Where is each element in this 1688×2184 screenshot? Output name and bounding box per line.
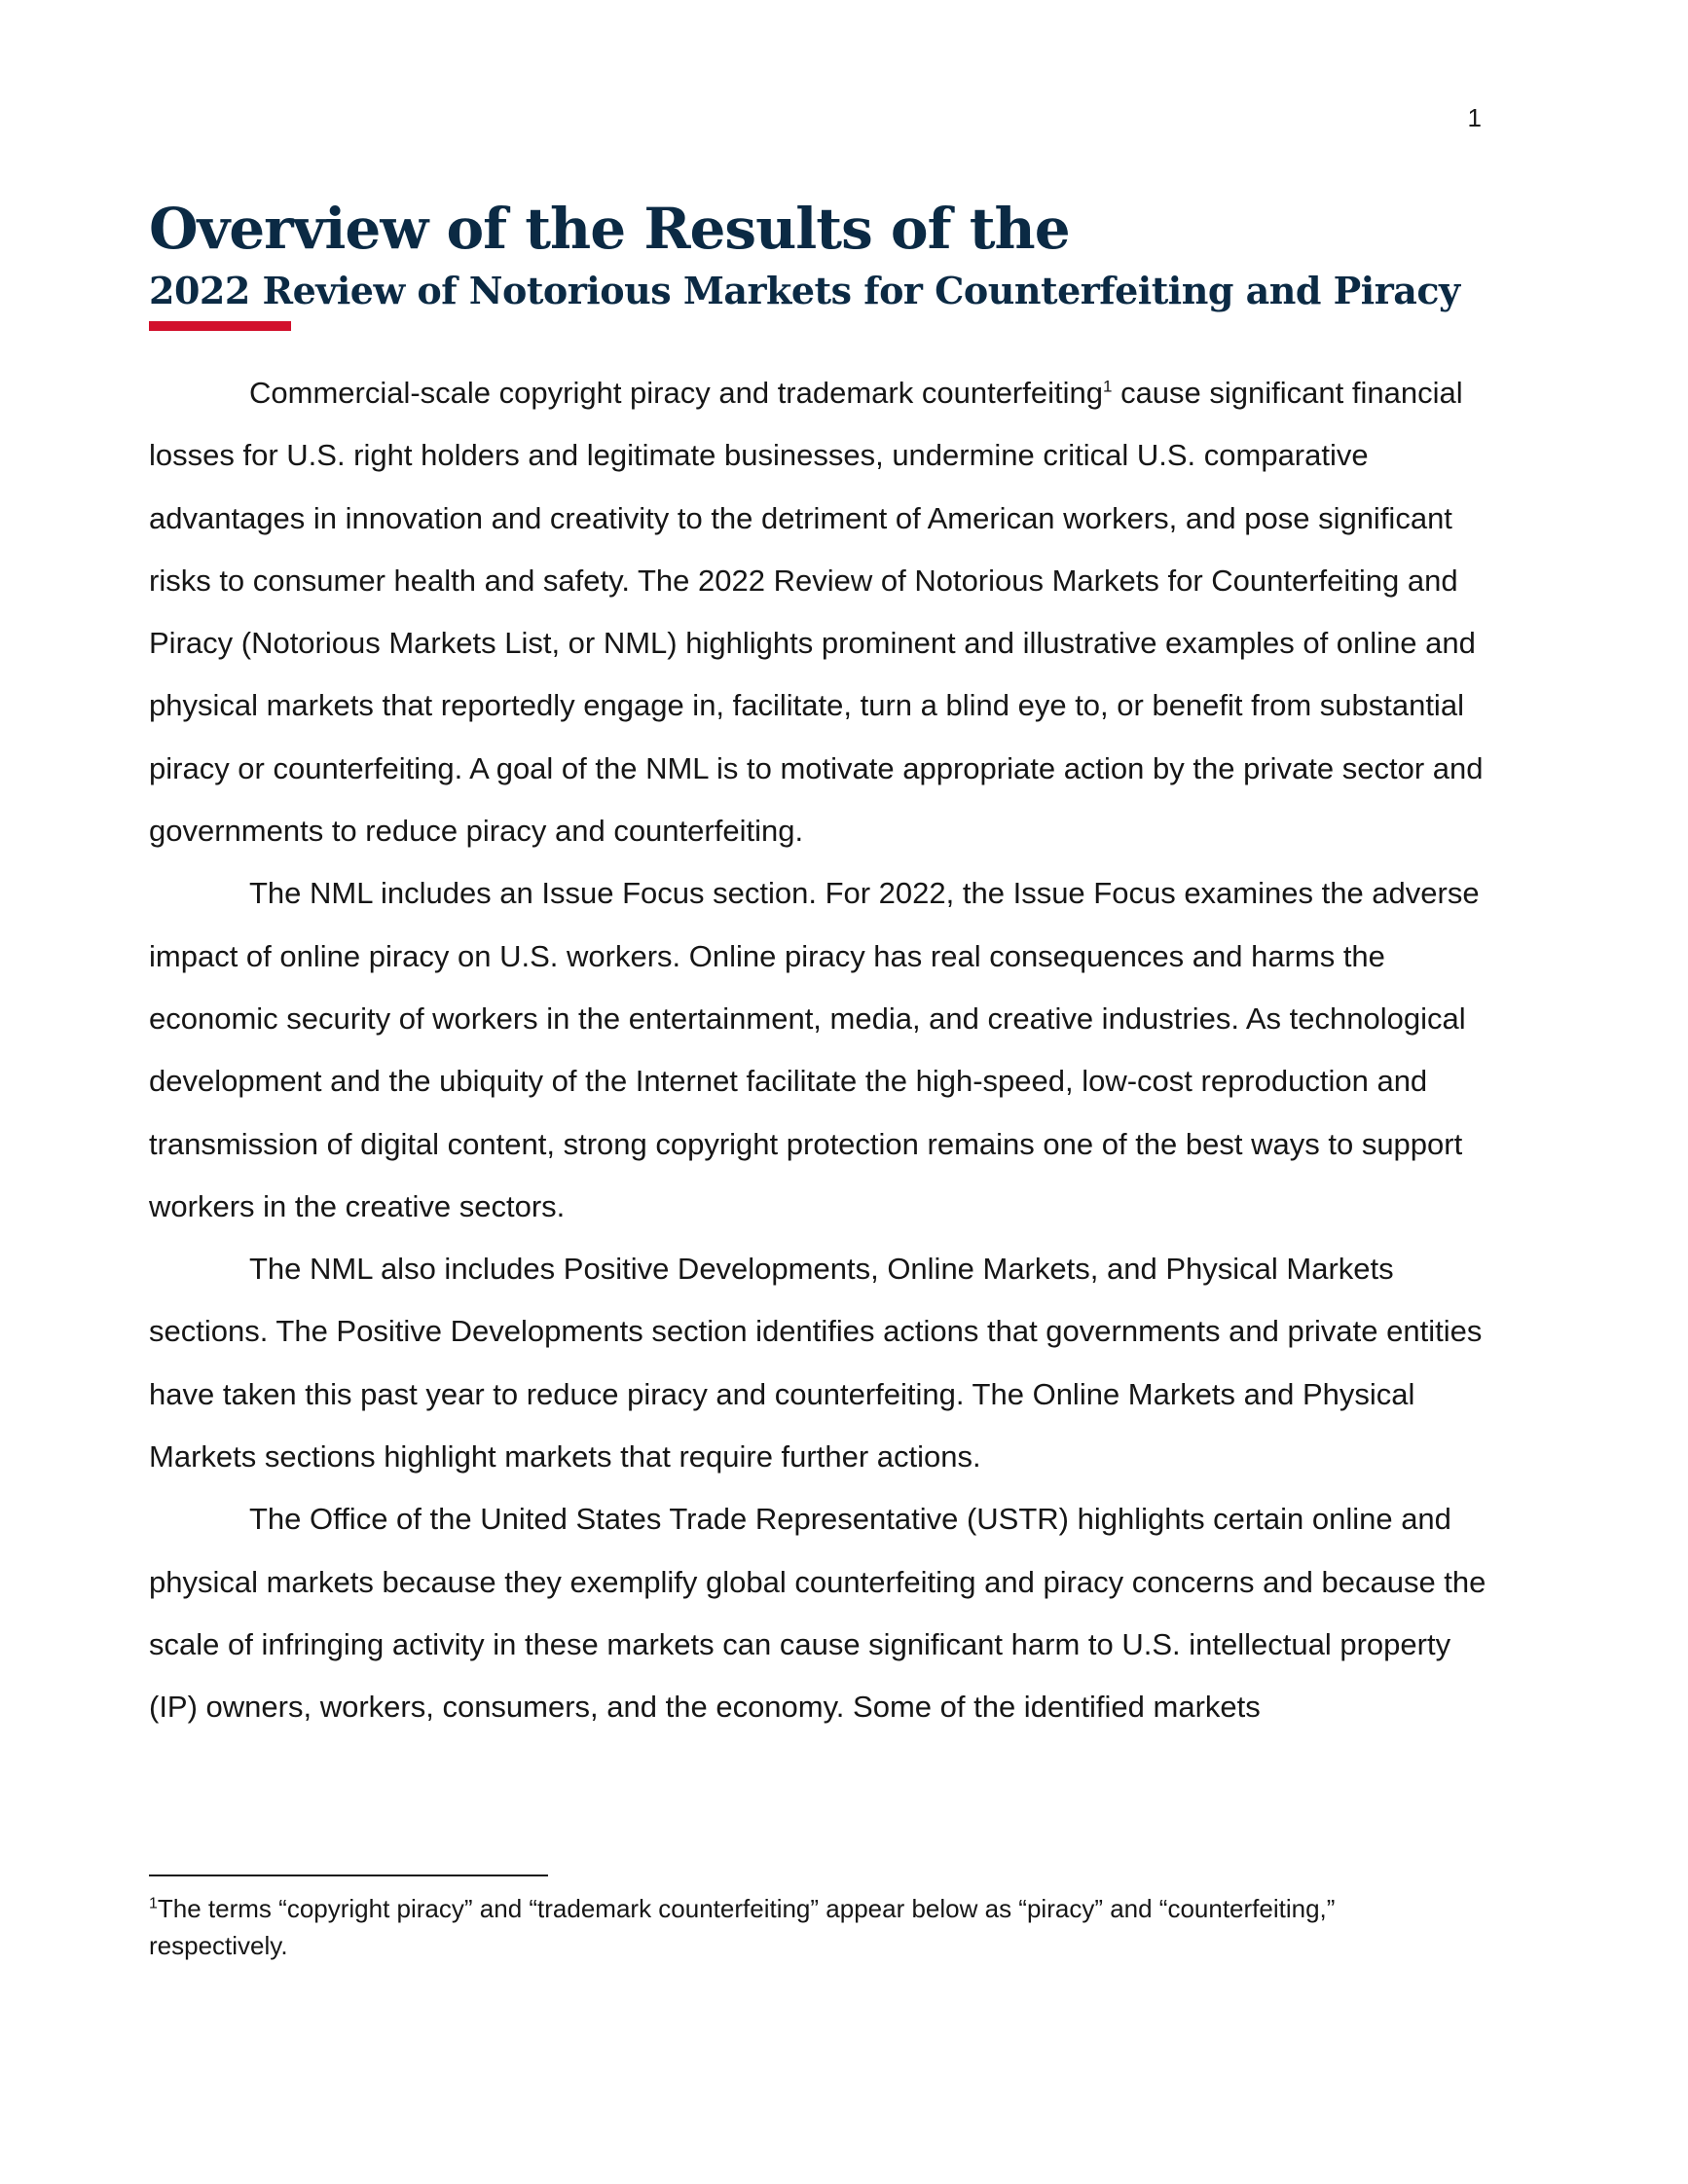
footnote-divider xyxy=(149,1875,548,1876)
footnote-mark: 1 xyxy=(149,1895,158,1912)
title-block xyxy=(149,195,1541,331)
body-text xyxy=(149,362,1487,1739)
title-accent-bar xyxy=(149,321,291,331)
paragraph-1 xyxy=(149,362,1487,862)
paragraph-3: The NML also includes Positive Developments, Online Markets, and Physical Markets sections. The Positive Developments section identifies actions that governments and private entities have taken this past year to reduce piracy and counterfeiting. The Online Markets and Physical Markets sections highlight markets that require further actions. xyxy=(149,1252,1483,1474)
page-title: Overview of the Results of the xyxy=(149,196,1070,262)
footnote xyxy=(149,1890,1414,1964)
page-number: 1 xyxy=(1467,103,1482,132)
footnote-reference[interactable]: 1 xyxy=(1102,377,1113,396)
page-subtitle: 2022 Review of Notorious Markets for Counterfeiting and Piracy xyxy=(149,269,1460,312)
paragraph-1-text-end: cause significant financial losses for U.S. right holders and legitimate businesses, undermine critical U.S. comparative advantages in innovation and creativity to the detriment of American workers, and pose significant risks to consumer health and safety. The 2022 Review of Notorious Markets for Counterfeiting and Piracy (Notorious Markets List, or NML) highlights prominent and illustrative examples of online and physical markets that reportedly engage in, facilitate, turn a blind eye to, or benefit from substantial piracy or counterfeiting. A goal of the NML is to motivate appropriate action by the private sector and governments to reduce piracy and counterfeiting. xyxy=(149,376,1484,849)
paragraph-2: The NML includes an Issue Focus section. For 2022, the Issue Focus examines the adverse impact of online piracy on U.S. workers. Online piracy has real consequences and harms the economic security of workers in the entertainment, media, and creative industries. As technological development and the ubiquity of the Internet facilitate the high-speed, low-cost reproduction and transmission of digital content, strong copyright protection remains one of the best ways to support workers in the creative sectors. xyxy=(149,876,1480,1223)
paragraph-1-text-start: Commercial-scale copyright piracy and trademark counterfeiting xyxy=(249,376,1103,410)
paragraph-4: The Office of the United States Trade Representative (USTR) highlights certain online and physical markets because they exemplify global counterfeiting and piracy concerns and because the scale of infringing activity in these markets can cause significant harm to U.S. intellectual property (IP) owners, workers, consumers, and the economy. Some of the identified markets xyxy=(149,1502,1486,1725)
footnote-text: The terms “copyright piracy” and “trademark counterfeiting” appear below as “piracy” and “counterfeiting,” respectively. xyxy=(149,1894,1336,1960)
